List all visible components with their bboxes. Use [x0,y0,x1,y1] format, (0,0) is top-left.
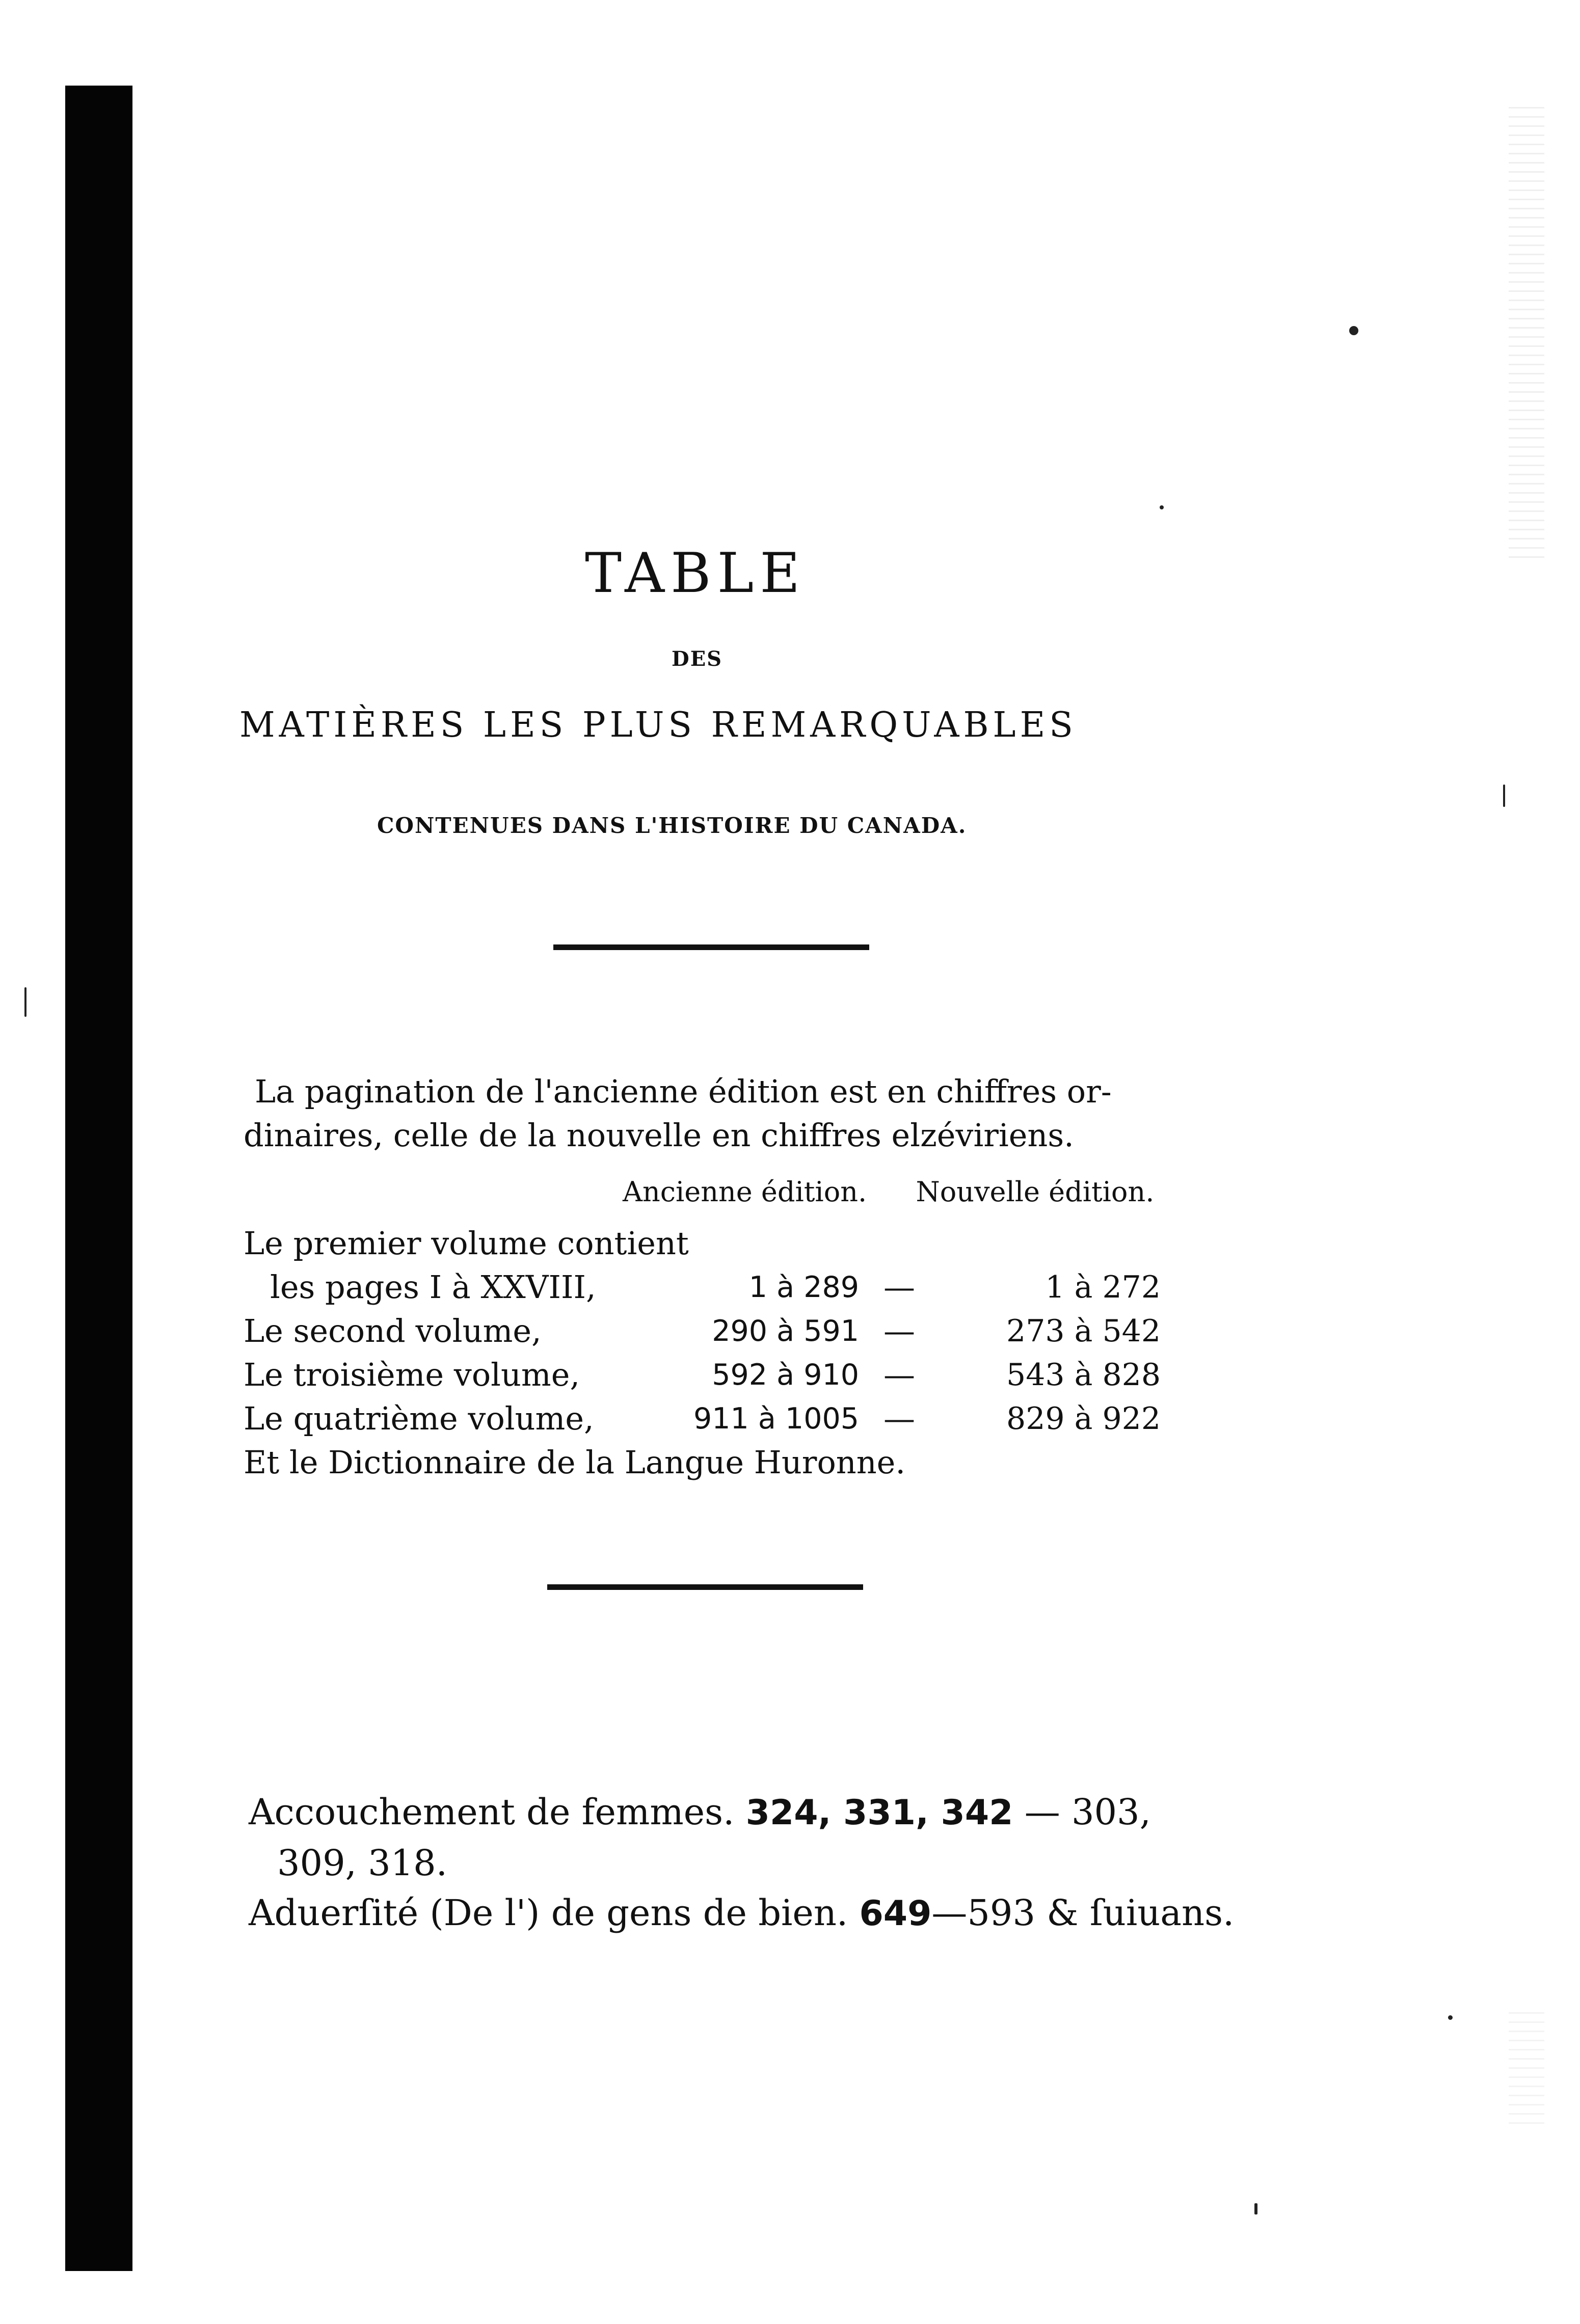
edition-column-headers [623,1176,1154,1208]
table-row [244,1222,1186,1265]
contents-caption: CONTENUES DANS L'HISTOIRE DU CANADA. [377,813,967,838]
scan-edge-noise [1509,107,1544,565]
old-edition-pages: 324, 331, 342 [745,1793,1013,1833]
range-dash: — [883,1312,915,1349]
intro-line-2: dinaires, celle de la nouvelle en chiffres elzéviriens. [244,1117,1074,1154]
old-page-range: 290 à 591 [712,1314,859,1348]
range-dash: — [883,1268,915,1306]
volume-label: Le troisième volume, [244,1356,580,1393]
section-divider [547,1584,863,1590]
edition-separator: — [1024,1791,1060,1833]
table-row [244,1309,1186,1353]
scan-speck [1503,785,1505,807]
scan-speck [1160,505,1164,509]
scan-speck [1254,2203,1257,2214]
volume-label: Le premier volume contient [244,1225,689,1262]
section-divider [553,944,869,950]
new-edition-pages: 303, [1071,1791,1151,1833]
dictionary-note: Et le Dictionnaire de la Langue Huronne. [244,1444,906,1481]
table-row [244,1265,1186,1309]
new-edition-pages: 309, 318. [277,1842,447,1884]
scanned-gutter-bar [65,86,132,2271]
page-subtitle: MATIÈRES LES PLUS REMARQUABLES [239,705,1077,745]
entry-term: Accouchement de femmes. [249,1791,735,1833]
index-entry-line [249,1787,1217,1838]
old-page-range: 592 à 910 [712,1358,859,1392]
volume-page-table [244,1222,1186,1484]
intro-line-1: La pagination de l'ancienne édition est en chiffres or- [255,1073,1112,1110]
new-page-range: 543 à 828 [1006,1357,1161,1393]
title-preposition: DES [672,647,723,671]
range-dash: — [883,1400,915,1437]
entry-suffix: & ſuiuans. [1047,1892,1235,1934]
page-title: TABLE [585,542,807,605]
table-row [244,1441,1186,1484]
scan-speck [1349,326,1358,335]
table-row [244,1353,1186,1397]
volume-label: Le second volume, [244,1312,542,1349]
old-page-range: 1 à 289 [748,1271,859,1304]
new-edition-page: 593 [967,1892,1035,1934]
range-dash: — [883,1356,915,1393]
new-page-range: 829 à 922 [1006,1401,1161,1437]
volume-label: Le quatrième volume, [244,1400,594,1437]
table-row [244,1397,1186,1441]
scan-speck [1448,2015,1453,2020]
edition-separator: — [931,1892,968,1934]
new-page-range: 1 à 272 [1045,1269,1161,1305]
scan-speck [24,987,26,1017]
new-edition-header: Nouvelle édition. [916,1176,1155,1208]
intro-paragraph [244,1070,1184,1157]
index-entry-line [249,1888,1235,1939]
volume-label: les pages I à XXVIII, [270,1268,596,1306]
index-entries [249,1787,1235,1939]
entry-term: Aduerſité (De l') de gens de bien. [249,1892,848,1934]
old-page-range: 911 à 1005 [693,1402,859,1436]
new-page-range: 273 à 542 [1006,1313,1161,1349]
index-entry-continuation [249,1838,1217,1888]
old-edition-header: Ancienne édition. [623,1176,867,1208]
old-edition-page: 649 [859,1894,932,1934]
scan-edge-noise-bottom [1509,2012,1544,2129]
